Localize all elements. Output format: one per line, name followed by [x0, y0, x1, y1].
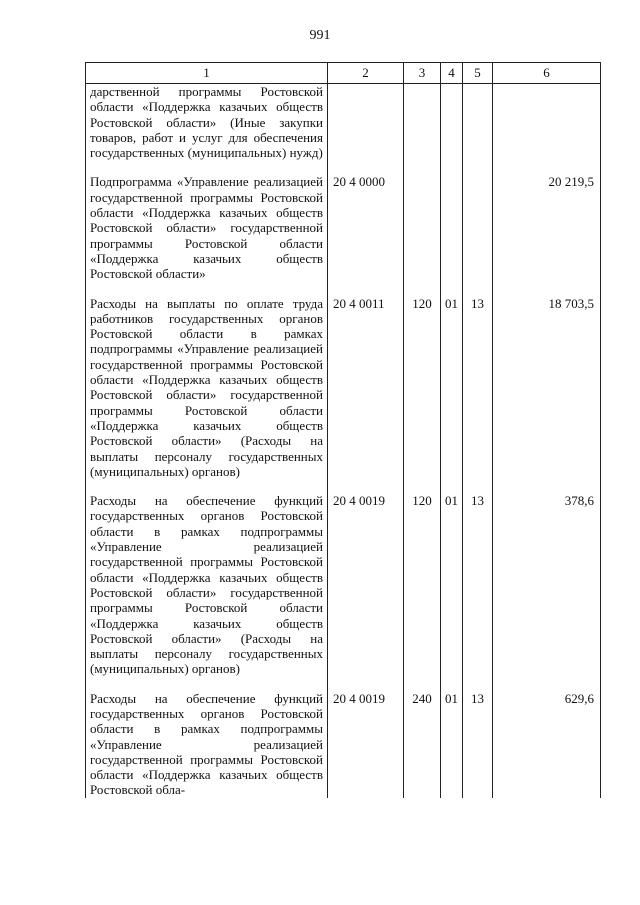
- row-target-code: 20 4 0019: [328, 691, 404, 798]
- row-expense-type: 120: [404, 493, 441, 677]
- table-row: [86, 174, 601, 281]
- row-expense-type: 120: [404, 296, 441, 480]
- row-target-code: 20 4 0019: [328, 493, 404, 677]
- row-target-code: 20 4 0011: [328, 296, 404, 480]
- page-number: 991: [309, 28, 331, 43]
- budget-table: [85, 62, 601, 798]
- row-target-code: 20 4 0000: [328, 174, 404, 281]
- row-subsection: [463, 174, 493, 281]
- row-amount: 18 703,5: [493, 296, 601, 480]
- row-target-code: [328, 84, 404, 161]
- row-section: 01: [441, 296, 463, 480]
- row-amount: [493, 84, 601, 161]
- row-expense-type: [404, 84, 441, 161]
- row-name: Расходы на выплаты по оплате труда работников государственных органов Ростовской области в рамках подпрограммы «Управление реализацией государственной программы Ростовской области «Поддержка казачьих обществ Ростовской области» государственной программы Ростовской области «Поддержка казачьих обществ Ростовской области» (Расходы на выплаты персоналу государственных (муниципальных) органов): [86, 296, 328, 480]
- row-name: Подпрограмма «Управление реализацией государственной программы Ростовской области «Поддержка казачьих обществ Ростовской области» государственной программы Ростовской области «Поддержка казачьих обществ Ростовской области»: [86, 174, 328, 281]
- row-section: [441, 84, 463, 161]
- header-row: [86, 63, 601, 84]
- header-col-5: 5: [463, 63, 493, 84]
- header-col-4: 4: [441, 63, 463, 84]
- table-row: [86, 296, 601, 480]
- table-row: [86, 691, 601, 798]
- row-name: дарственной программы Ростовской области «Поддержка казачьих обществ Ростовской области» (Иные закупки товаров, работ и услуг для обеспечения государственных (муниципальных) нужд): [86, 84, 328, 161]
- row-subsection: 13: [463, 296, 493, 480]
- header-col-2: 2: [328, 63, 404, 84]
- row-amount: 20 219,5: [493, 174, 601, 281]
- row-expense-type: [404, 174, 441, 281]
- header-col-3: 3: [404, 63, 441, 84]
- row-section: 01: [441, 691, 463, 798]
- row-subsection: 13: [463, 493, 493, 677]
- header-col-1: 1: [86, 63, 328, 84]
- row-name: Расходы на обеспечение функций государственных органов Ростовской области в рамках подпрограммы «Управление реализацией государственной программы Ростовской области «Поддержка казачьих обществ Ростовской обла-: [86, 691, 328, 798]
- row-subsection: 13: [463, 691, 493, 798]
- table-row: [86, 493, 601, 677]
- row-amount: 378,6: [493, 493, 601, 677]
- row-amount: 629,6: [493, 691, 601, 798]
- header-col-6: 6: [493, 63, 601, 84]
- row-section: 01: [441, 493, 463, 677]
- row-subsection: [463, 84, 493, 161]
- row-section: [441, 174, 463, 281]
- row-name: Расходы на обеспечение функций государственных органов Ростовской области в рамках подпрограммы «Управление реализацией государственной программы Ростовской области «Поддержка казачьих обществ Ростовской области» государственной программы Ростовской области «Поддержка казачьих обществ Ростовской области» (Расходы на выплаты персоналу государственных (муниципальных) органов): [86, 493, 328, 677]
- row-expense-type: 240: [404, 691, 441, 798]
- table-row: [86, 84, 601, 161]
